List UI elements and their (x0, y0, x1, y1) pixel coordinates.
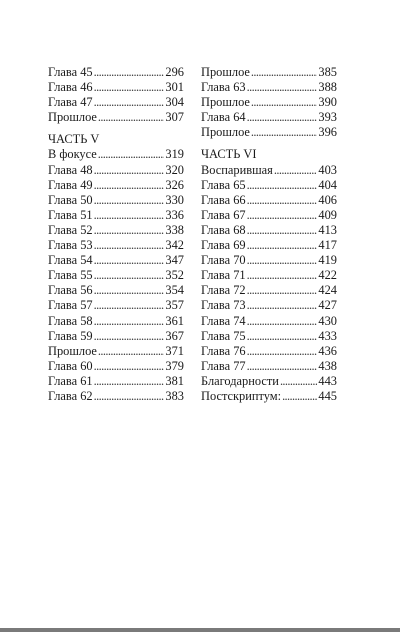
toc-entry-title: Глава 75 (201, 328, 246, 343)
toc-entry (201, 125, 337, 140)
toc-part-list-left (48, 147, 184, 404)
toc-entry-page-number: 424 (318, 283, 337, 298)
toc-entry-title: Воспарившая (201, 162, 273, 177)
toc-entry-page-number: 419 (318, 253, 337, 268)
toc-entry (201, 374, 337, 389)
toc-entry-page-number: 393 (318, 110, 337, 125)
toc-part-list-right (201, 163, 337, 405)
toc-entry-title: Глава 76 (201, 343, 246, 358)
toc-entry-title: Глава 50 (48, 192, 93, 207)
toc-entry-title: Глава 56 (48, 283, 93, 298)
page-bottom-edge (0, 628, 400, 632)
toc-entry-page-number: 430 (318, 313, 337, 328)
toc-entry-page-number: 320 (165, 162, 184, 177)
toc-entry-page-number: 433 (318, 328, 337, 343)
toc-entry-page-number: 409 (318, 207, 337, 222)
toc-entry (201, 389, 337, 404)
toc-entry (201, 238, 337, 253)
toc-top-list-left (48, 65, 184, 125)
toc-entry-page-number: 396 (318, 125, 337, 140)
toc-entry (201, 283, 337, 298)
toc-entry-title: Глава 63 (201, 80, 246, 95)
dot-leader (251, 125, 317, 140)
toc-entry-title: Глава 69 (201, 238, 246, 253)
toc-entry-title: Глава 49 (48, 177, 93, 192)
dot-leader (247, 193, 318, 208)
toc-entry (201, 344, 337, 359)
toc-entry-page-number: 352 (165, 268, 184, 283)
toc-entry (201, 163, 337, 178)
toc-entry (201, 65, 337, 80)
toc-entry (201, 329, 337, 344)
toc-entry-title: Глава 73 (201, 298, 246, 313)
dot-leader (247, 359, 318, 374)
toc-entry (201, 298, 337, 313)
toc-entry-page-number: 413 (318, 222, 337, 237)
toc-entry-page-number: 427 (318, 298, 337, 313)
dot-leader (247, 314, 318, 329)
toc-entry (201, 223, 337, 238)
toc-entry-page-number: 403 (318, 162, 337, 177)
toc-entry-title: Благодарности (201, 373, 279, 388)
toc-entry (48, 253, 184, 268)
toc-entry (48, 283, 184, 298)
toc-entry-page-number: 383 (165, 388, 184, 403)
dot-leader (94, 359, 165, 374)
toc-entry (48, 389, 184, 404)
toc-entry-page-number: 443 (318, 373, 337, 388)
toc-entry (201, 178, 337, 193)
toc-entry (48, 163, 184, 178)
toc-entry-title: Глава 57 (48, 298, 93, 313)
toc-entry-page-number: 422 (318, 268, 337, 283)
toc-entry-title: Глава 77 (201, 358, 246, 373)
dot-leader (94, 178, 165, 193)
toc-entry-title: Глава 47 (48, 95, 93, 110)
toc-entry-title: Прошлое (201, 65, 250, 79)
toc-entry-title: Глава 52 (48, 222, 93, 237)
toc-entry (201, 314, 337, 329)
toc-entry-page-number: 367 (165, 328, 184, 343)
toc-entry-page-number: 385 (318, 65, 337, 79)
toc-entry-title: Глава 64 (201, 110, 246, 125)
dot-leader (94, 223, 165, 238)
toc-entry-title: Глава 55 (48, 268, 93, 283)
dot-leader (94, 268, 165, 283)
dot-leader (247, 208, 318, 223)
dot-leader (274, 163, 318, 178)
dot-leader (280, 374, 317, 389)
dot-leader (94, 80, 165, 95)
toc-entry (48, 359, 184, 374)
toc-entry (201, 208, 337, 223)
dot-leader (247, 344, 318, 359)
dot-leader (94, 374, 165, 389)
toc-entry-page-number: 336 (165, 207, 184, 222)
toc-entry-title: Глава 68 (201, 222, 246, 237)
dot-leader (247, 80, 318, 95)
dot-leader (98, 147, 165, 162)
toc-entry (48, 95, 184, 110)
dot-leader (94, 298, 165, 313)
toc-entry-title: Глава 67 (201, 207, 246, 222)
toc-entry (48, 110, 184, 125)
toc-entry-page-number: 307 (165, 110, 184, 125)
toc-entry-page-number: 354 (165, 283, 184, 298)
dot-leader (98, 344, 164, 359)
toc-entry-title: Прошлое (201, 95, 250, 110)
toc-entry-title: Глава 71 (201, 268, 246, 283)
toc-entry-title: Глава 46 (48, 80, 93, 95)
toc-entry-page-number: 304 (165, 95, 184, 110)
toc-column-right (201, 65, 337, 404)
toc-entry (201, 193, 337, 208)
toc-entry (48, 223, 184, 238)
dot-leader (94, 253, 165, 268)
dot-leader (247, 253, 318, 268)
toc-entry (201, 359, 337, 374)
toc-entry-title: Глава 54 (48, 253, 93, 268)
toc-entry-title: Постскриптум: (201, 388, 282, 403)
toc-entry-title: Глава 65 (201, 177, 246, 192)
dot-leader (247, 268, 318, 283)
dot-leader (94, 193, 165, 208)
toc-column-left (48, 65, 184, 404)
toc-entry-title: Глава 72 (201, 283, 246, 298)
toc-entry-page-number: 361 (165, 313, 184, 328)
toc-entry-page-number: 406 (318, 192, 337, 207)
toc-entry-page-number: 296 (165, 65, 184, 79)
dot-leader (247, 223, 318, 238)
dot-leader (94, 238, 165, 253)
toc-entry-page-number: 390 (318, 95, 337, 110)
toc-entry-title: Глава 74 (201, 313, 246, 328)
toc-entry (48, 344, 184, 359)
toc-entry (48, 178, 184, 193)
dot-leader (94, 314, 165, 329)
toc-entry-page-number: 445 (318, 388, 337, 403)
toc-entry-page-number: 357 (165, 298, 184, 313)
toc-entry-page-number: 436 (318, 343, 337, 358)
toc-entry-title: Прошлое (48, 110, 97, 125)
toc-entry (48, 80, 184, 95)
toc-entry (201, 268, 337, 283)
toc-entry (48, 314, 184, 329)
dot-leader (94, 208, 165, 223)
toc-entry-page-number: 326 (165, 177, 184, 192)
toc-entry-title: Глава 45 (48, 65, 93, 79)
toc-entry-title: Глава 61 (48, 373, 93, 388)
toc-entry (201, 95, 337, 110)
toc-entry-page-number: 330 (165, 192, 184, 207)
dot-leader (247, 283, 318, 298)
toc-top-list-right (201, 65, 337, 140)
toc-entry-title: Глава 48 (48, 162, 93, 177)
dot-leader (247, 329, 318, 344)
dot-leader (98, 110, 164, 125)
toc-entry-title: Прошлое (201, 125, 250, 140)
dot-leader (247, 238, 318, 253)
toc-entry (48, 208, 184, 223)
dot-leader (94, 95, 165, 110)
toc-entry (48, 374, 184, 389)
toc-entry (48, 147, 184, 162)
toc-entry-title: Глава 51 (48, 207, 93, 222)
toc-entry-page-number: 338 (165, 222, 184, 237)
dot-leader (94, 65, 165, 80)
toc-entry (201, 253, 337, 268)
toc-entry-title: Прошлое (48, 343, 97, 358)
toc-entry-page-number: 379 (165, 358, 184, 373)
dot-leader (247, 110, 318, 125)
toc-entry-page-number: 301 (165, 80, 184, 95)
toc-entry-title: Глава 58 (48, 313, 93, 328)
dot-leader (94, 163, 165, 178)
part-heading-v: ЧАСТЬ V (48, 132, 100, 147)
toc-entry-title: Глава 59 (48, 328, 93, 343)
toc-entry (201, 110, 337, 125)
toc-entry-page-number: 371 (165, 343, 184, 358)
toc-entry (48, 65, 184, 80)
dot-leader (94, 329, 165, 344)
toc-entry-page-number: 388 (318, 80, 337, 95)
dot-leader (94, 283, 165, 298)
dot-leader (251, 65, 317, 80)
toc-entry (48, 329, 184, 344)
toc-entry-page-number: 417 (318, 238, 337, 253)
toc-entry-title: Глава 66 (201, 192, 246, 207)
toc-entry (201, 80, 337, 95)
toc-entry-page-number: 404 (318, 177, 337, 192)
dot-leader (282, 389, 317, 404)
toc-entry-page-number: 438 (318, 358, 337, 373)
toc-entry (48, 298, 184, 313)
toc-entry (48, 268, 184, 283)
dot-leader (251, 95, 317, 110)
part-heading-vi: ЧАСТЬ VI (201, 147, 257, 162)
toc-entry-page-number: 342 (165, 238, 184, 253)
toc-entry (48, 238, 184, 253)
toc-entry-title: Глава 70 (201, 253, 246, 268)
toc-entry-page-number: 347 (165, 253, 184, 268)
toc-entry-title: Глава 60 (48, 358, 93, 373)
dot-leader (94, 389, 165, 404)
toc-entry (48, 193, 184, 208)
toc-entry-page-number: 319 (165, 147, 184, 162)
toc-entry-title: В фокусе (48, 147, 97, 162)
toc-entry-title: Глава 62 (48, 388, 93, 403)
toc-entry-page-number: 381 (165, 373, 184, 388)
dot-leader (247, 298, 318, 313)
dot-leader (247, 178, 318, 193)
toc-entry-title: Глава 53 (48, 238, 93, 253)
